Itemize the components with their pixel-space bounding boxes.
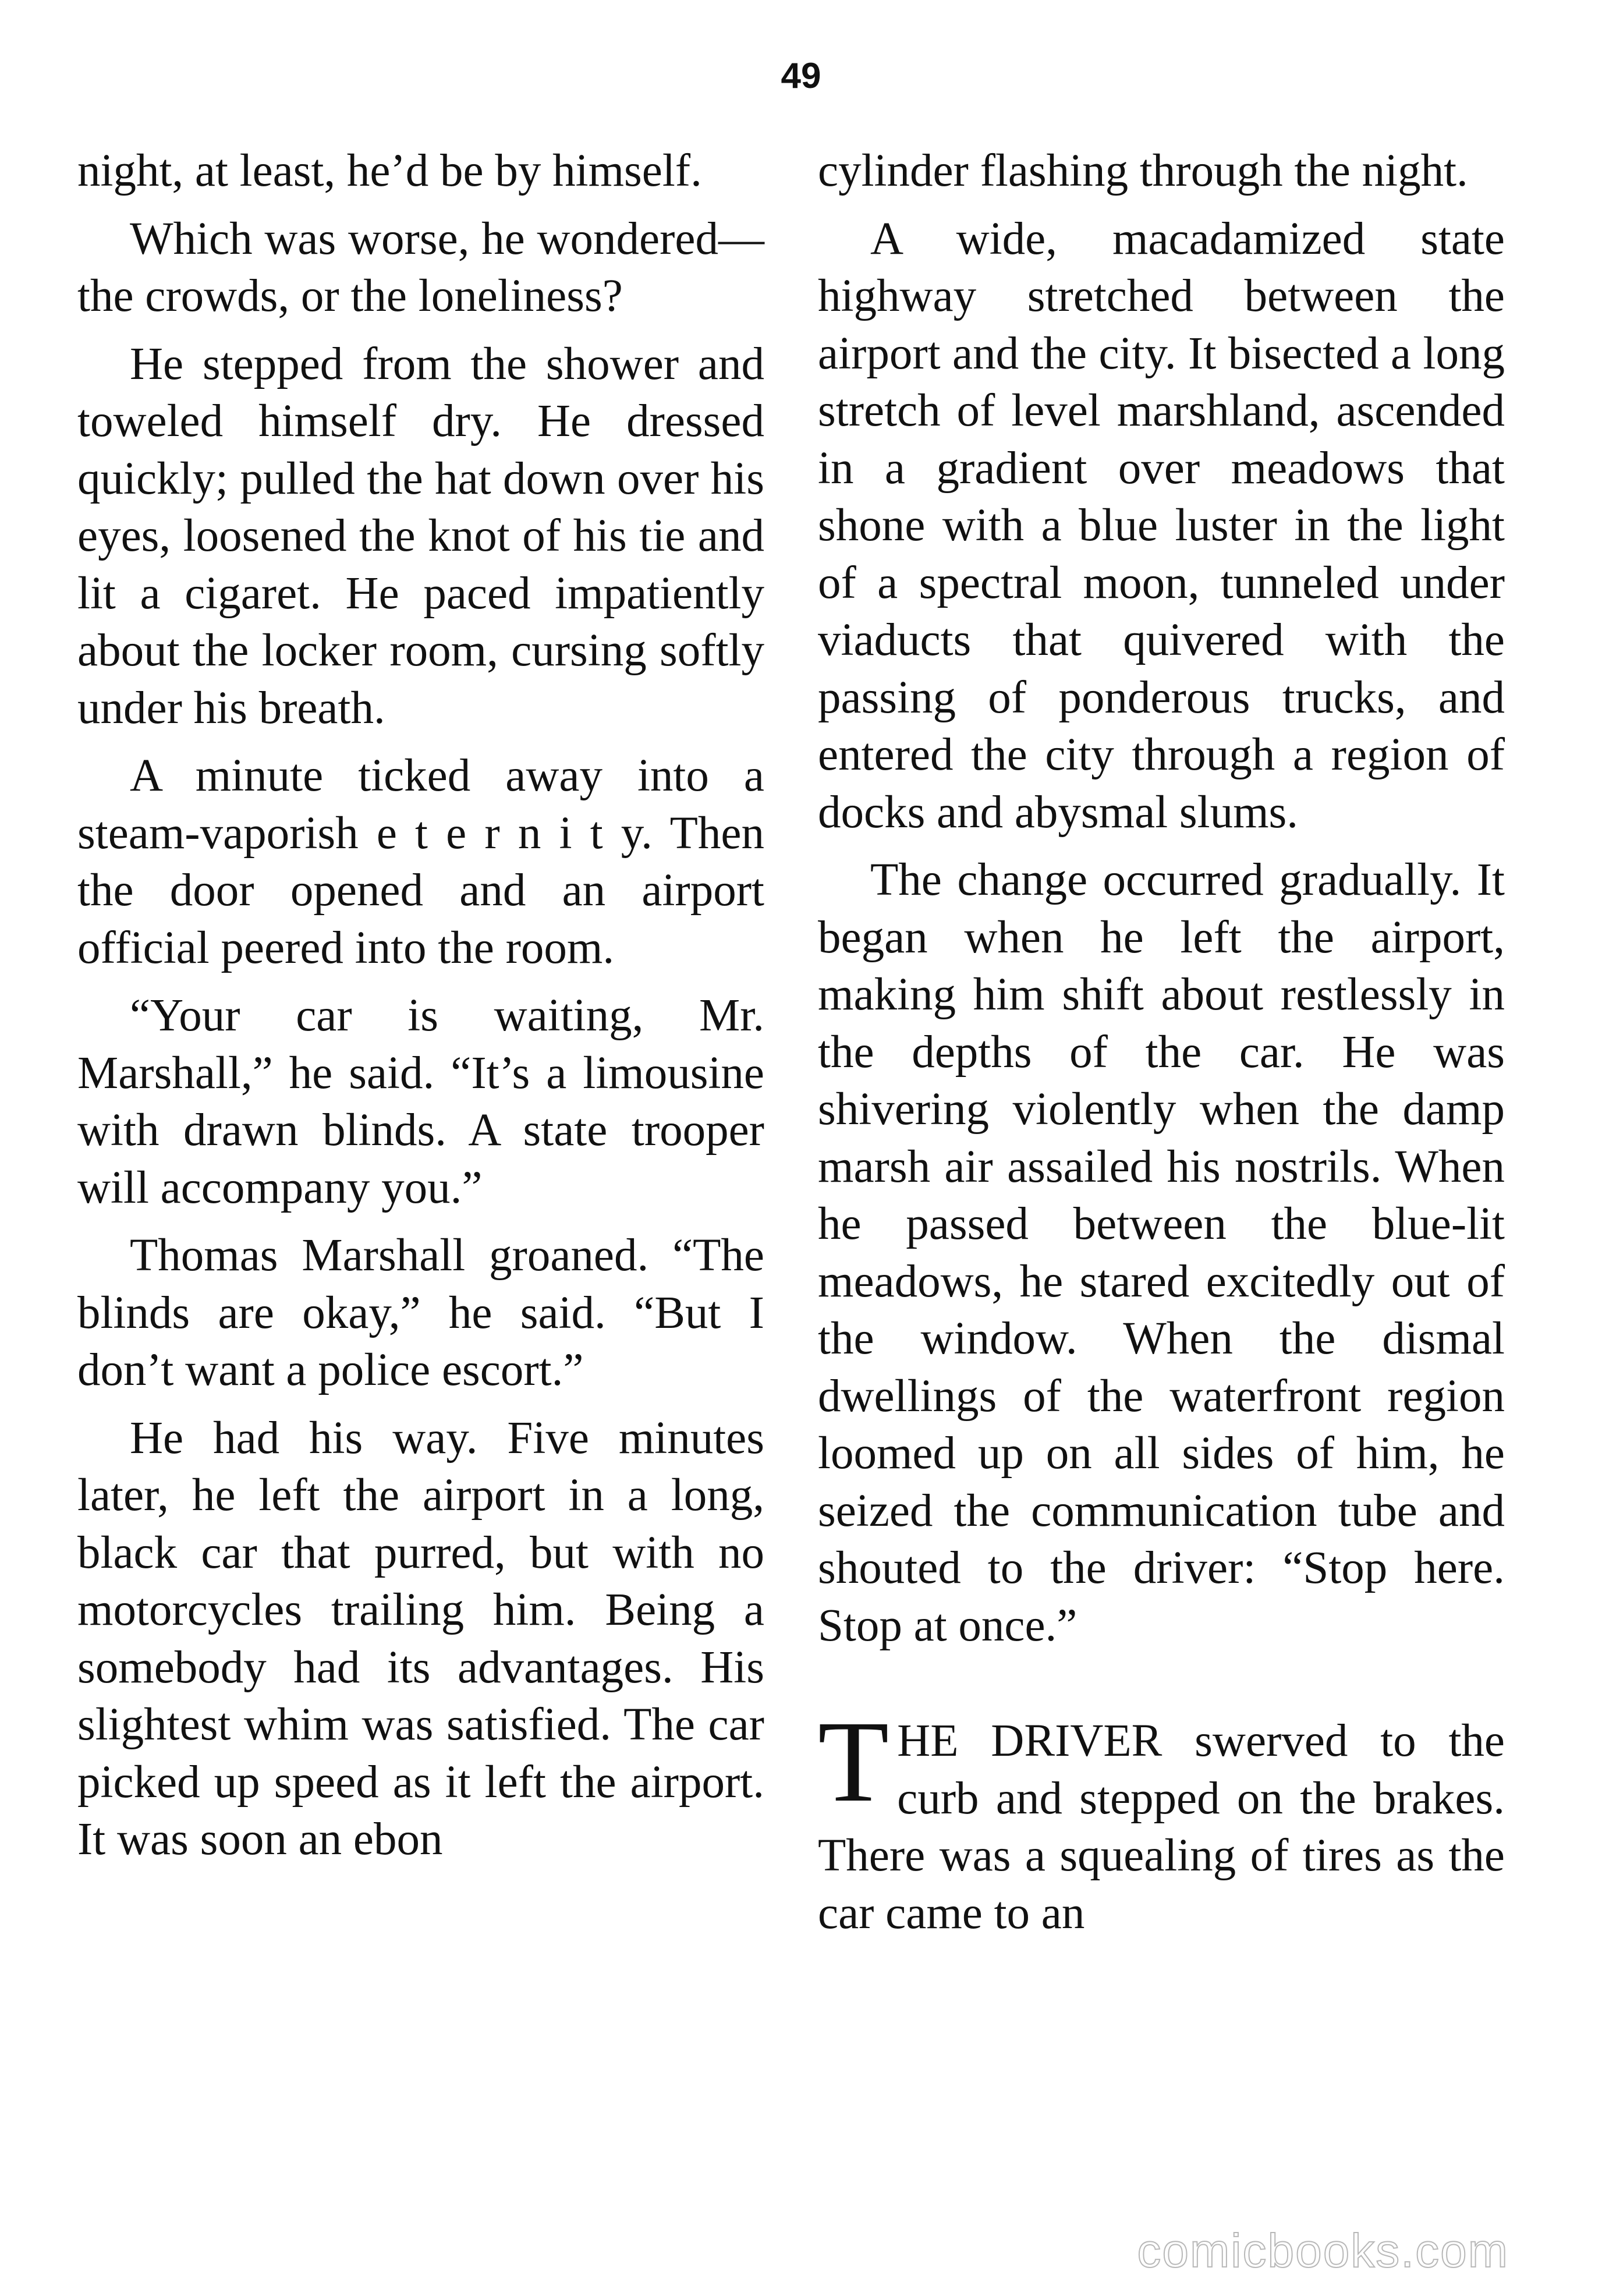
paragraph: He stepped from the shower and toweled himself dry. He dressed quickly; pulled the hat down over his eyes, loosened the knot of his tie and lit a cigaret. He paced impatiently about the locker room, cursing softly under his breath. <box>77 338 764 734</box>
section-start-text: swerved to the curb and stepped on the brakes. There was a squealing of tires as the car came to an <box>818 1716 1505 1939</box>
paragraph: Which was worse, he wondered—the crowds, or the loneliness? <box>77 213 764 321</box>
watermark: comicbooks.com <box>1137 2224 1509 2277</box>
paragraph: Thomas Marshall groaned. “The blinds are okay,” he said. “But I don’t want a police escort.” <box>77 1230 764 1395</box>
right-column <box>818 143 1505 1942</box>
paragraph: The change occurred gradually. It began when he left the airport, making him shift about restlessly in the depths of the car. He was shivering violently when the damp marsh air assailed his nostrils. When he passed between the blue-lit meadows, he stared excitedly out of the window. When the dismal dwellings of the waterfront region loomed up on all sides of him, he seized the communication tube and shouted to the driver: “Stop here. Stop at once.” <box>818 855 1505 1651</box>
paragraph: He had his way. Five minutes later, he left the airport in a long, black car that purred, but with no motorcycles trailing him. Being a somebody had its advantages. His slightest whim was satisfied. The car picked up speed as it left the airport. It was soon an ebon <box>77 1412 764 1865</box>
paragraph: A minute ticked away into a steam-vaporish e t e r n i t y. Then the door opened and an airport official peered into the room. <box>77 750 764 973</box>
paragraph: A wide, macadamized state highway stretched between the airport and the city. It bisected a long stretch of level marshland, ascended in a gradient over meadows that shone with a blue luster in the light of a spectral moon, tunneled under viaducts that quivered with the passing of ponderous trucks, and entered the city through a region of docks and abysmal slums. <box>818 213 1505 838</box>
lead-in-caps: HE DRIVER <box>897 1716 1162 1766</box>
page-number: 49 <box>781 56 821 96</box>
paragraph: night, at least, he’d be by himself. <box>77 146 702 196</box>
paragraph: “Your car is waiting, Mr. Marshall,” he said. “It’s a limousine with drawn blinds. A state trooper will accompany you.” <box>77 990 764 1213</box>
paragraph: cylinder flashing through the night. <box>818 146 1468 196</box>
left-column <box>77 143 764 1869</box>
drop-cap: T <box>818 1698 889 1826</box>
section-start-paragraph <box>818 1698 1505 1942</box>
